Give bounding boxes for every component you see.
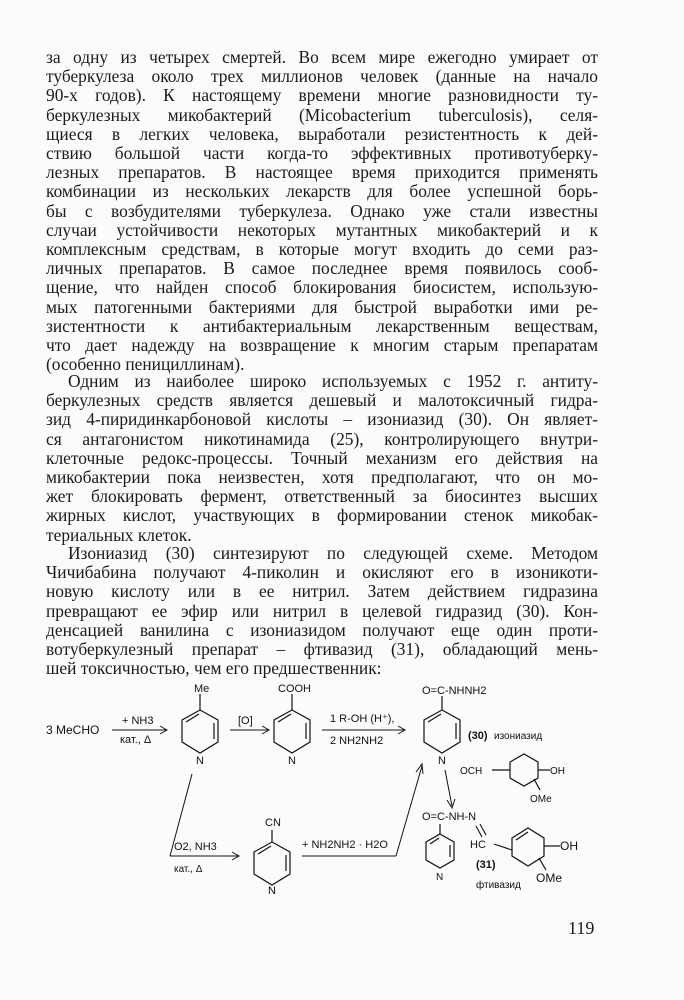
ftivazid-ring-n: N — [436, 872, 444, 883]
text-line: жирных кислот, участвующих в формировании стенок микобак- — [46, 505, 598, 526]
arrow-to-ftivazid — [445, 770, 455, 808]
text-line: денсацией ванилина с изониазидом получают еще один проти- — [46, 619, 598, 640]
text-line: щиеся в легких человека, выработали резистентность к дей- — [46, 123, 598, 144]
oxidation-label: [O] — [238, 715, 253, 727]
paragraph-2 — [46, 372, 598, 545]
step3-label-a: 1 R-OH (H⁺), — [330, 713, 395, 725]
ftivazid-aryl-ring — [512, 828, 560, 870]
name-isoniazid: изониазид — [494, 731, 543, 742]
ftivazid-oh: OH — [560, 839, 578, 853]
nitrile-ring-n: N — [268, 885, 276, 894]
page-number: 119 — [568, 918, 595, 938]
text-line: клеточные редокс-процессы. Точный механизм его действия на — [46, 447, 598, 468]
text-line: личных препаратов. В самое последнее время появилось сооб- — [46, 258, 598, 279]
text-line: (особенно пенициллинам). — [46, 354, 245, 375]
vanillin-ring — [492, 754, 550, 790]
ammox-top-label: O2, NH3 — [174, 841, 217, 853]
isoniazid-ring-n: N — [438, 755, 446, 767]
ammox-bottom-label: кат., Δ — [174, 864, 203, 875]
text-line: щение, что найден способ блокирования биосистем, использую- — [46, 277, 598, 298]
cooh-label: COOH — [278, 683, 311, 695]
ftivazid-group: O=C-NH-N — [422, 811, 477, 823]
arrow-3 — [322, 726, 405, 734]
text-line: шей токсичностью, чем его предшественник: — [46, 658, 382, 679]
label-31: (31) — [476, 859, 496, 871]
text-line: Изониазид (30) синтезируют по следующей схеме. Методом — [68, 543, 598, 563]
text-line: зид 4-пиридинкарбоновой кислоты – изониазид (30). Он являет- — [46, 409, 598, 430]
text-line: микобактерии пока неизвестен, хотя предполагают, что он мо- — [46, 467, 598, 488]
vanillin-ome: OMe — [530, 794, 552, 805]
paragraph-3 — [46, 544, 598, 678]
text-line: Одним из наиболее широко используемых с 1952 г. антиту- — [68, 371, 598, 391]
text-line: ся антагонистом никотинамида (25), контролирующего внутри- — [46, 428, 598, 449]
label-30: (30) — [468, 730, 488, 742]
start-reagent: 3 MeCHO — [46, 723, 100, 737]
vanillin-cho: OCH — [460, 766, 483, 777]
nitrile-cn: CN — [265, 817, 281, 829]
nitrile-ring — [254, 830, 290, 885]
arrow-2 — [230, 726, 269, 734]
text-line: териальных клеток. — [46, 524, 192, 545]
hydrazide-group: O=C-NHNH2 — [422, 685, 487, 697]
text-line: лезных препаратов. В настоящее время приходится применять — [46, 162, 598, 183]
step3-label-b: 2 NH2NH2 — [330, 735, 384, 747]
arrow-1-top-label: + NH3 — [122, 715, 154, 727]
isoniazid-ring — [424, 696, 460, 753]
vanillin-oh: OH — [550, 766, 565, 777]
text-line: жет блокировать фермент, ответственный за биосинтез высших — [46, 486, 598, 507]
text-line: беркулезных микобактерий (Micobacterium tuberculosis), селя- — [46, 104, 598, 125]
arrow-1-bottom-label: кат., Δ — [120, 734, 152, 746]
text-line: мых патогенными бактериями для быстрой выработки ими ре- — [46, 296, 598, 317]
text-line: беркулезных средств является дешевый и малотоксичный гидра- — [46, 390, 598, 411]
text-line: ствию большой части когда-то эффективных противотуберку- — [46, 143, 598, 164]
text-line: за одну из четырех смертей. Во всем мире ежегодно умирает от — [46, 47, 598, 67]
text-line: Чичибабина получают 4-пиколин и окисляют его в изоникоти- — [46, 562, 598, 583]
text-line: зистентности к антибактериальным лекарственным веществам, — [46, 315, 598, 336]
hydrazine-reagent: + NH2NH2 · H2O — [302, 839, 388, 851]
acid-ring-n: N — [288, 755, 296, 767]
picoline-ring — [182, 694, 218, 753]
text-line: новую кислоту или в ее нитрил. Затем действием гидразина — [46, 581, 598, 602]
text-line: что дает надежду на возвращение к многим старым препаратам — [46, 335, 598, 356]
text-line: туберкулеза около трех миллионов человек (данные на начало — [46, 66, 598, 87]
paragraph-1 — [46, 48, 598, 374]
text-line: комплексным средствам, в которые могут входить до семи раз- — [46, 239, 598, 260]
text-line: комбинации из нескольких лекарств для более успешной борь- — [46, 181, 598, 202]
ftivazid-hc: HC — [470, 839, 486, 851]
methyl-label: Me — [194, 683, 210, 695]
name-ftivazid: фтивазид — [476, 880, 521, 891]
synthesis-scheme — [40, 682, 620, 894]
isonicotinic-acid-ring — [274, 694, 310, 753]
text-line: случаи устойчивости некоторых мутантных микобактерий и к — [46, 219, 598, 240]
picoline-n: N — [196, 755, 204, 767]
text-line: превращают ее эфир или нитрил в целевой гидразид (30). Кон- — [46, 600, 598, 621]
ftivazid-pyridine-ring — [426, 824, 454, 868]
text-line: вотуберкулезный препарат – фтивазид (31), обладающий мень- — [46, 639, 598, 660]
text-line: бы с возбудителями туберкулеза. Однако уже стали известны — [46, 200, 598, 221]
arrow-1 — [112, 726, 167, 734]
ftivazid-ome: OMe — [536, 871, 563, 885]
text-line: 90-х годов). К настоящему времени многие разновидности ту- — [46, 85, 598, 106]
